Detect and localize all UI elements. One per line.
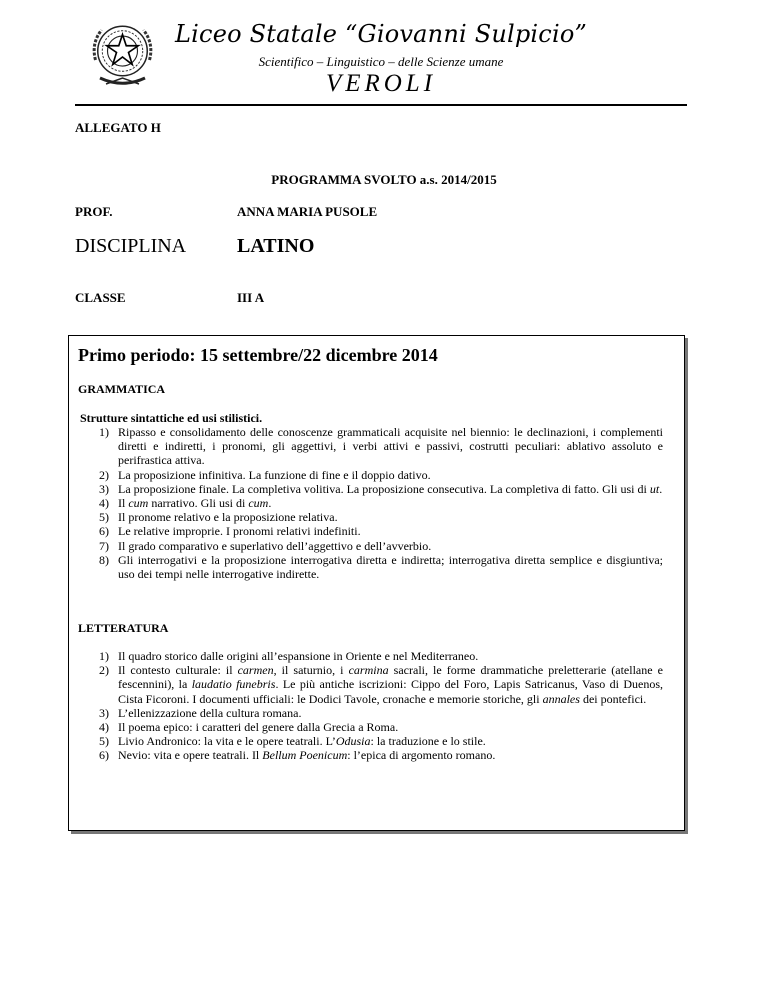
list-item-number: 7) — [99, 538, 109, 553]
programma-title: PROGRAMMA SVOLTO a.s. 2014/2015 — [271, 172, 497, 187]
list-item-text: Nevio: vita e opere teatrali. Il Bellum Poenicum: l’epica di argomento romano. — [118, 748, 496, 763]
list-item-text: Le relative improprie. I pronomi relativi indefiniti. — [118, 524, 361, 539]
prof-label: PROF. — [75, 204, 113, 219]
list-item-text: Il cum narrativo. Gli usi di cum. — [118, 496, 272, 511]
list-item — [69, 720, 663, 734]
school-city: VEROLI — [325, 70, 437, 97]
letteratura-list — [69, 649, 663, 763]
list-item-number: 5) — [99, 510, 109, 525]
list-item-number: 1) — [99, 425, 109, 439]
list-item-text: La proposizione finale. La completiva volitiva. La proposizione consecutiva. La completiva di fatto. Gli usi di ut. — [118, 481, 663, 496]
list-item-number: 4) — [99, 496, 109, 511]
grammatica-heading: GRAMMATICA — [78, 382, 166, 396]
list-item — [69, 482, 663, 496]
grammatica-subheading: Strutture sintattiche ed usi stilistici. — [80, 411, 263, 425]
allegato-label: ALLEGATO H — [75, 120, 161, 135]
disciplina-label: DISCIPLINA — [75, 235, 187, 257]
list-item-number: 2) — [99, 467, 109, 482]
list-item-text: Il contesto culturale: il carmen, il saturnio, i carmina sacrali, le forme drammatiche preletterarie (atellane e fescennini), la laudatio funebris. Le più antiche iscrizioni: Cippo del Foro, Lapis Satricanus, Vaso di Duenos, Cista Ficoroni. I documenti ufficiali: le Dodici Tavole, cronache e memorie storiche, gli annales dei pontefici. — [118, 663, 663, 706]
classe-label: CLASSE — [75, 290, 126, 305]
list-item-text: Ripasso e consolidamento delle conoscenze grammaticali acquisite nel biennio: le declinazioni, i complementi diretti e indiretti, i pronomi, gli aggettivi, i verbi attivi e passivi, costrutti peculiari: ablativo assoluto e perifrastica attiva. — [118, 425, 663, 468]
list-item — [69, 553, 663, 581]
list-item-text: Gli interrogativi e la proposizione interrogativa diretta e indiretta; interrogativa diretta semplice e disgiuntiva; uso dei tempi nelle interrogative indirette. — [118, 552, 663, 582]
list-item — [69, 748, 663, 762]
school-name: Liceo Statale “Giovanni Sulpicio” — [175, 20, 587, 48]
classe-value: III A — [237, 290, 265, 305]
period-title: Primo periodo: 15 settembre/22 dicembre 2014 — [78, 345, 438, 365]
list-item-number: 1) — [99, 649, 109, 663]
list-item — [69, 539, 663, 553]
list-item-text: La proposizione infinitiva. La funzione di fine e il doppio dativo. — [118, 467, 431, 482]
letterhead — [75, 0, 687, 106]
list-item-text: Il quadro storico dalle origini all’espansione in Oriente e nel Mediterraneo. — [118, 649, 479, 663]
list-item — [69, 663, 663, 706]
list-item — [69, 496, 663, 510]
list-item-text: Livio Andronico: la vita e le opere teatrali. L’Odusia: la traduzione e lo stile. — [118, 734, 486, 749]
list-item-text: Il pronome relativo e la proposizione relativa. — [118, 510, 338, 525]
list-item — [69, 734, 663, 748]
list-item-number: 6) — [99, 748, 109, 763]
list-item-number: 5) — [99, 734, 109, 749]
period-box — [68, 335, 685, 831]
list-item — [69, 425, 663, 468]
list-item — [69, 468, 663, 482]
list-item-number: 2) — [99, 663, 109, 678]
list-item-number: 4) — [99, 720, 109, 735]
header-divider — [75, 104, 687, 106]
school-subtitle: Scientifico – Linguistico – delle Scienze umane — [258, 54, 504, 69]
disciplina-value: LATINO — [237, 235, 315, 257]
prof-value: ANNA MARIA PUSOLE — [237, 204, 378, 219]
list-item — [69, 510, 663, 524]
list-item-number: 8) — [99, 552, 109, 567]
list-item-number: 3) — [99, 705, 109, 720]
list-item — [69, 524, 663, 538]
list-item-number: 6) — [99, 524, 109, 539]
list-item-text: Il grado comparativo e superlativo dell’aggettivo e dell’avverbio. — [118, 538, 432, 553]
letteratura-heading: LETTERATURA — [78, 621, 169, 635]
list-item — [69, 649, 663, 663]
list-item-text: Il poema epico: i caratteri del genere dalla Grecia a Roma. — [118, 720, 399, 735]
grammatica-list — [69, 425, 663, 581]
list-item — [69, 706, 663, 720]
list-item-text: L’ellenizzazione della cultura romana. — [118, 705, 302, 720]
list-item-number: 3) — [99, 481, 109, 496]
